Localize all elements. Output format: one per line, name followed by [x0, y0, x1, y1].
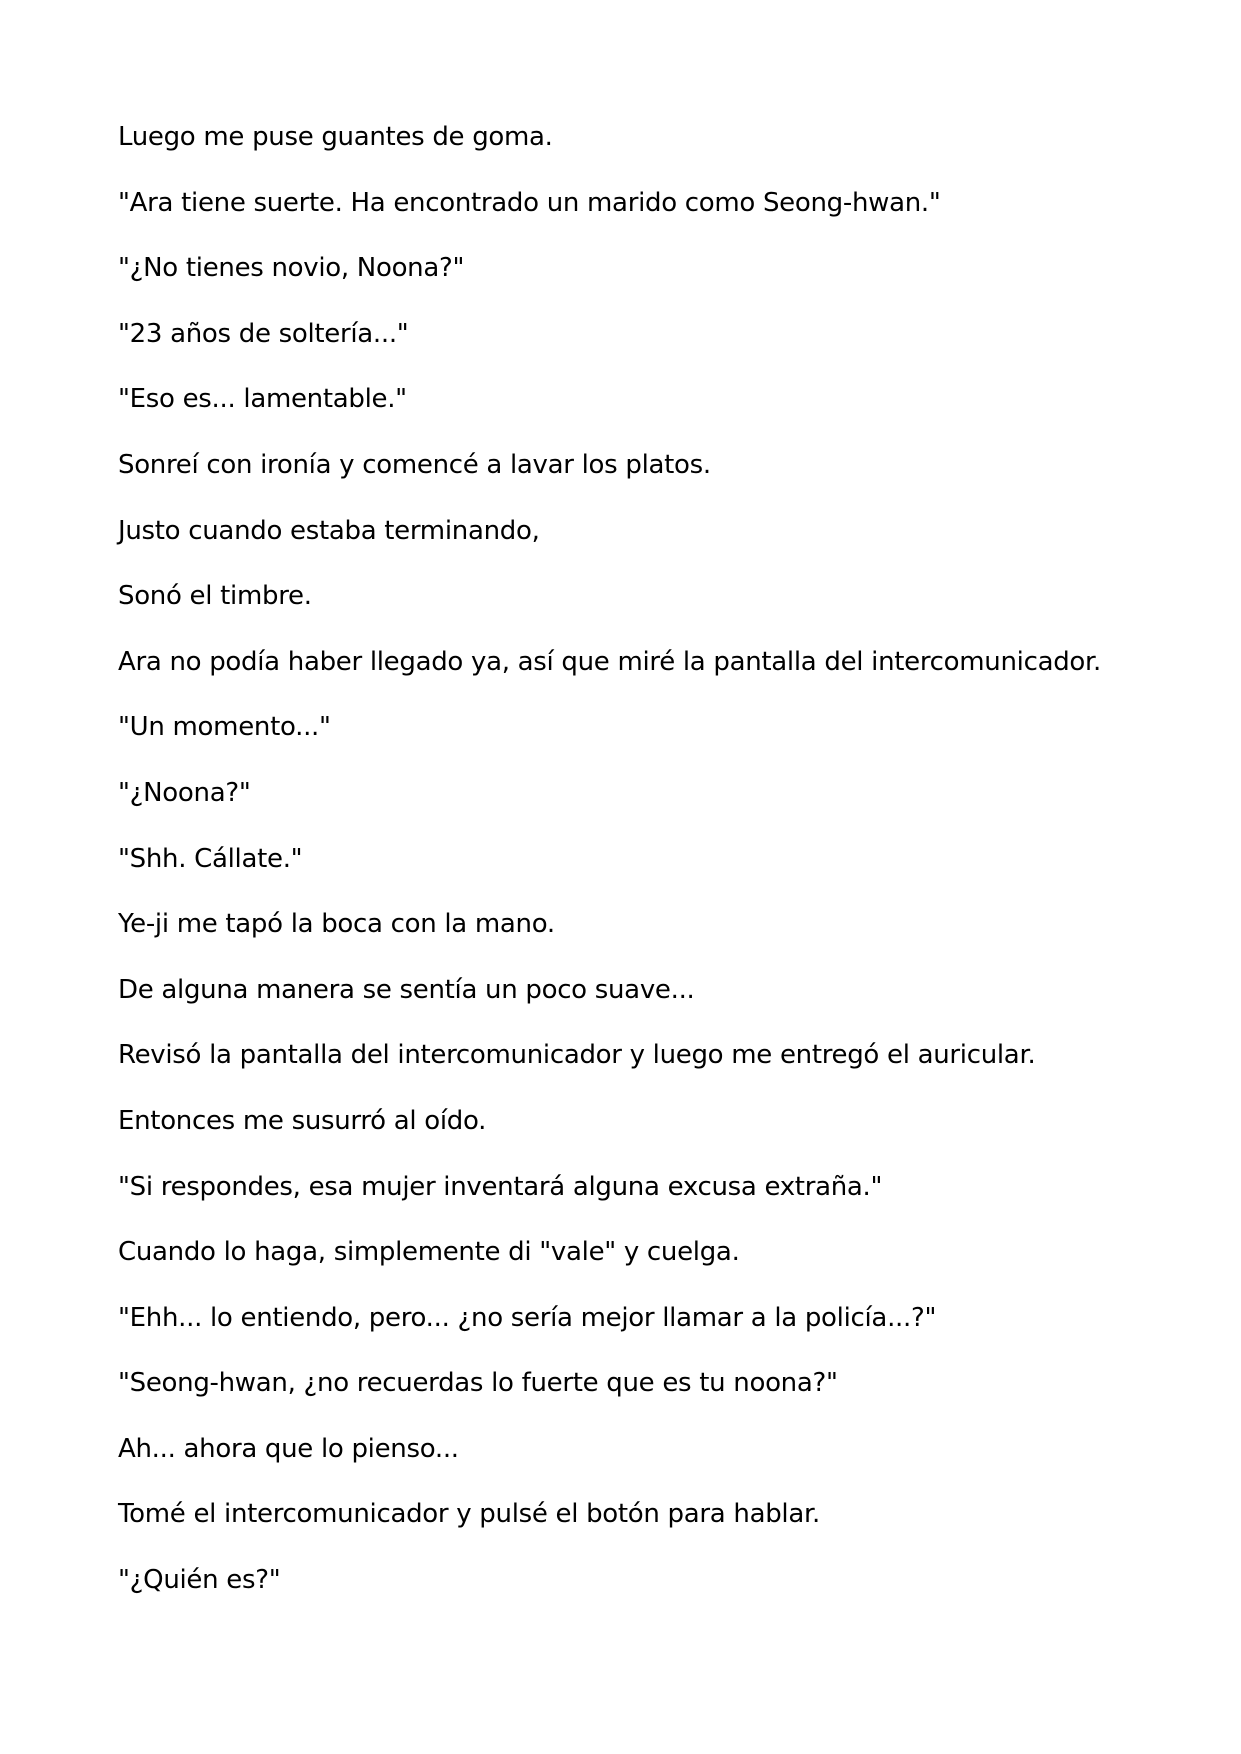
paragraph: "Shh. Cállate."	[118, 843, 303, 874]
paragraph: Revisó la pantalla del intercomunicador y luego me entregó el auricular.	[118, 1040, 1036, 1071]
paragraph: "Ehh... lo entiendo, pero... ¿no sería mejor llamar a la policía...?"	[118, 1302, 937, 1333]
paragraph: Tomé el intercomunicador y pulsé el botón para hablar.	[118, 1499, 820, 1530]
paragraph: "Ara tiene suerte. Ha encontrado un marido como Seong-hwan."	[118, 187, 941, 218]
paragraph: Entonces me susurró al oído.	[118, 1105, 487, 1136]
paragraph: Justo cuando estaba terminando,	[118, 515, 540, 546]
paragraph: Sonó el timbre.	[118, 581, 312, 612]
document-body	[118, 122, 1138, 1631]
paragraph: Cuando lo haga, simplemente di "vale" y cuelga.	[118, 1237, 740, 1268]
paragraph: De alguna manera se sentía un poco suave...	[118, 974, 695, 1005]
paragraph: "23 años de soltería..."	[118, 318, 409, 349]
paragraph: "Si respondes, esa mujer inventará alguna excusa extraña."	[118, 1171, 883, 1202]
paragraph: "¿No tienes novio, Noona?"	[118, 253, 465, 284]
paragraph: "Un momento..."	[118, 712, 331, 743]
paragraph: "Seong-hwan, ¿no recuerdas lo fuerte que es tu noona?"	[118, 1368, 838, 1399]
paragraph: Ye-ji me tapó la boca con la mano.	[118, 909, 555, 940]
paragraph: Sonreí con ironía y comencé a lavar los platos.	[118, 449, 711, 480]
paragraph: "¿Noona?"	[118, 777, 251, 808]
paragraph: Luego me puse guantes de goma.	[118, 122, 553, 152]
paragraph: Ah... ahora que lo pienso...	[118, 1433, 459, 1464]
paragraph: Ara no podía haber llegado ya, así que miré la pantalla del intercomunicador.	[118, 646, 1101, 677]
paragraph: "Eso es... lamentable."	[118, 384, 407, 415]
paragraph: "¿Quién es?"	[118, 1565, 281, 1596]
